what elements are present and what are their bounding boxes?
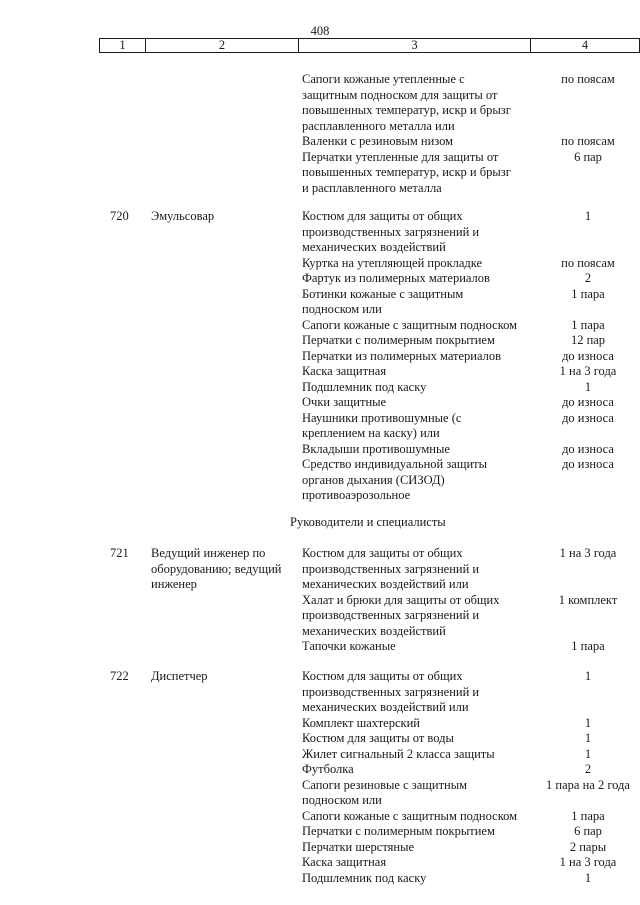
column-header-2: 2 — [146, 39, 299, 53]
issue-norm: до износа — [562, 348, 614, 363]
ppe-item-line: Вкладыши противошумные — [302, 441, 450, 456]
column-header-4: 4 — [531, 39, 640, 53]
issue-norm: 2 — [584, 271, 592, 285]
issue-norm: 1 — [584, 746, 592, 761]
issue-norm: до износа — [562, 441, 614, 456]
job-title-line: инженер — [151, 577, 197, 591]
ppe-item-line: Жилет сигнальный 2 класса защиты — [302, 746, 495, 761]
issue-norm: 1 — [584, 715, 592, 730]
issue-norm: 1 — [584, 669, 592, 683]
ppe-item-line: Сапоги кожаные с защитным подноском — [302, 808, 518, 823]
issue-norm: до износа — [562, 457, 614, 471]
ppe-item-line: расплавленного металла или — [302, 118, 455, 133]
ppe-item-line: Перчатки шерстяные — [302, 839, 415, 854]
ppe-item-line: механических воздействий — [302, 240, 446, 254]
ppe-item-line: производственных загрязнений и — [302, 608, 480, 622]
ppe-item-line: Валенки с резиновым низом — [302, 134, 454, 148]
ppe-item-line: повышенных температур, искр и брызг — [302, 103, 511, 117]
ppe-item-line: Фартук из полимерных материалов — [302, 271, 490, 285]
ppe-item-line: Костюм для защиты от общих — [302, 546, 463, 560]
job-title-line: Диспетчер — [151, 669, 208, 683]
job-title-line: Ведущий инженер по — [151, 546, 266, 560]
ppe-item-line: защитным подноском для защиты от — [302, 87, 498, 102]
issue-norm: 1 на 3 года — [559, 855, 617, 869]
issue-norm: 1 — [584, 870, 592, 885]
issue-norm: 1 — [584, 379, 592, 394]
ppe-item-line: Наушники противошумные (с — [302, 410, 462, 425]
issue-norm: 2 пары — [569, 839, 607, 854]
issue-norm: 1 пара — [571, 639, 605, 653]
job-title-line: Эмульсовар — [151, 209, 215, 223]
issue-norm: до износа — [562, 395, 614, 409]
ppe-item-line: Халат и брюки для защиты от общих — [302, 592, 500, 607]
ppe-item-line: производственных загрязнений и — [302, 684, 480, 699]
ppe-item-line: Комплект шахтерский — [302, 715, 420, 730]
ppe-item-line: Каска защитная — [302, 855, 387, 869]
issue-norm: 1 пара — [571, 317, 605, 332]
ppe-item-line: Костюм для защиты от воды — [302, 731, 454, 745]
row-number: 721 — [110, 546, 129, 560]
ppe-item-line: креплением на каску) или — [302, 426, 440, 440]
issue-norm: по поясам — [561, 255, 615, 270]
issue-norm: 1 на 3 года — [559, 546, 617, 560]
issue-norm: 1 — [584, 209, 592, 223]
ppe-item-line: Футболка — [302, 762, 354, 776]
ppe-item-line: Куртка на утепляющей прокладке — [302, 255, 483, 270]
ppe-item-line: Сапоги кожаные утепленные с — [302, 72, 465, 86]
ppe-item-line: Сапоги резиновые с защитным — [302, 777, 468, 792]
issue-norm: до износа — [562, 410, 614, 425]
column-header-row — [100, 39, 640, 53]
page-number: 408 — [310, 24, 330, 38]
ppe-item-line: Костюм для защиты от общих — [302, 209, 463, 223]
row-number: 722 — [110, 669, 129, 683]
ppe-item-line: Средство индивидуальной защиты — [302, 457, 488, 471]
issue-norm: 1 на 3 года — [559, 364, 617, 378]
ppe-item-line: подноском или — [302, 302, 382, 316]
ppe-item-line: органов дыхания (СИЗОД) — [302, 472, 445, 487]
ppe-item-line: производственных загрязнений и — [302, 561, 480, 576]
column-header-3: 3 — [299, 39, 531, 53]
issue-norm: 1 пара — [571, 286, 605, 301]
issue-norm: 2 — [584, 762, 592, 776]
ppe-item-line: Перчатки утепленные для защиты от — [302, 149, 499, 164]
ppe-item-line: Перчатки из полимерных материалов — [302, 348, 502, 363]
ppe-item-line: Каска защитная — [302, 364, 387, 378]
ppe-item-line: противоаэрозольное — [302, 488, 411, 502]
ppe-item-line: Подшлемник под каску — [302, 870, 427, 885]
issue-norm: 1 комплект — [558, 592, 618, 607]
issue-norm: 6 пар — [574, 824, 602, 838]
issue-norm: 6 пар — [574, 149, 602, 164]
column-header-1: 1 — [100, 39, 146, 53]
ppe-item-line: механических воздействий или — [302, 577, 469, 591]
ppe-item-line: Подшлемник под каску — [302, 379, 427, 394]
ppe-item-line: Сапоги кожаные с защитным подноском — [302, 317, 518, 332]
ppe-item-line: Костюм для защиты от общих — [302, 669, 463, 683]
ppe-item-line: повышенных температур, искр и брызг — [302, 165, 511, 179]
section-title: Руководители и специалисты — [290, 515, 446, 529]
ppe-item-line: Перчатки с полимерным покрытием — [302, 824, 495, 838]
ppe-item-line: производственных загрязнений и — [302, 224, 480, 239]
issue-norm: 12 пар — [570, 333, 606, 347]
job-title-line: оборудованию; ведущий — [151, 561, 282, 576]
issue-norm: по поясам — [561, 134, 615, 148]
issue-norm: 1 пара — [571, 808, 605, 823]
ppe-item-line: механических воздействий или — [302, 700, 469, 714]
ppe-item-line: и расплавленного металла — [302, 180, 442, 195]
column-header-table — [99, 38, 640, 53]
ppe-item-line: Ботинки кожаные с защитным — [302, 286, 464, 301]
ppe-item-line: Перчатки с полимерным покрытием — [302, 333, 495, 347]
issue-norm: 1 пара на 2 года — [546, 777, 630, 792]
ppe-item-line: подноском или — [302, 793, 382, 807]
row-number: 720 — [110, 209, 129, 223]
ppe-item-line: механических воздействий — [302, 623, 446, 638]
ppe-item-line: Тапочки кожаные — [302, 639, 396, 653]
ppe-item-line: Очки защитные — [302, 395, 387, 409]
issue-norm: по поясам — [561, 72, 615, 86]
issue-norm: 1 — [584, 731, 592, 745]
